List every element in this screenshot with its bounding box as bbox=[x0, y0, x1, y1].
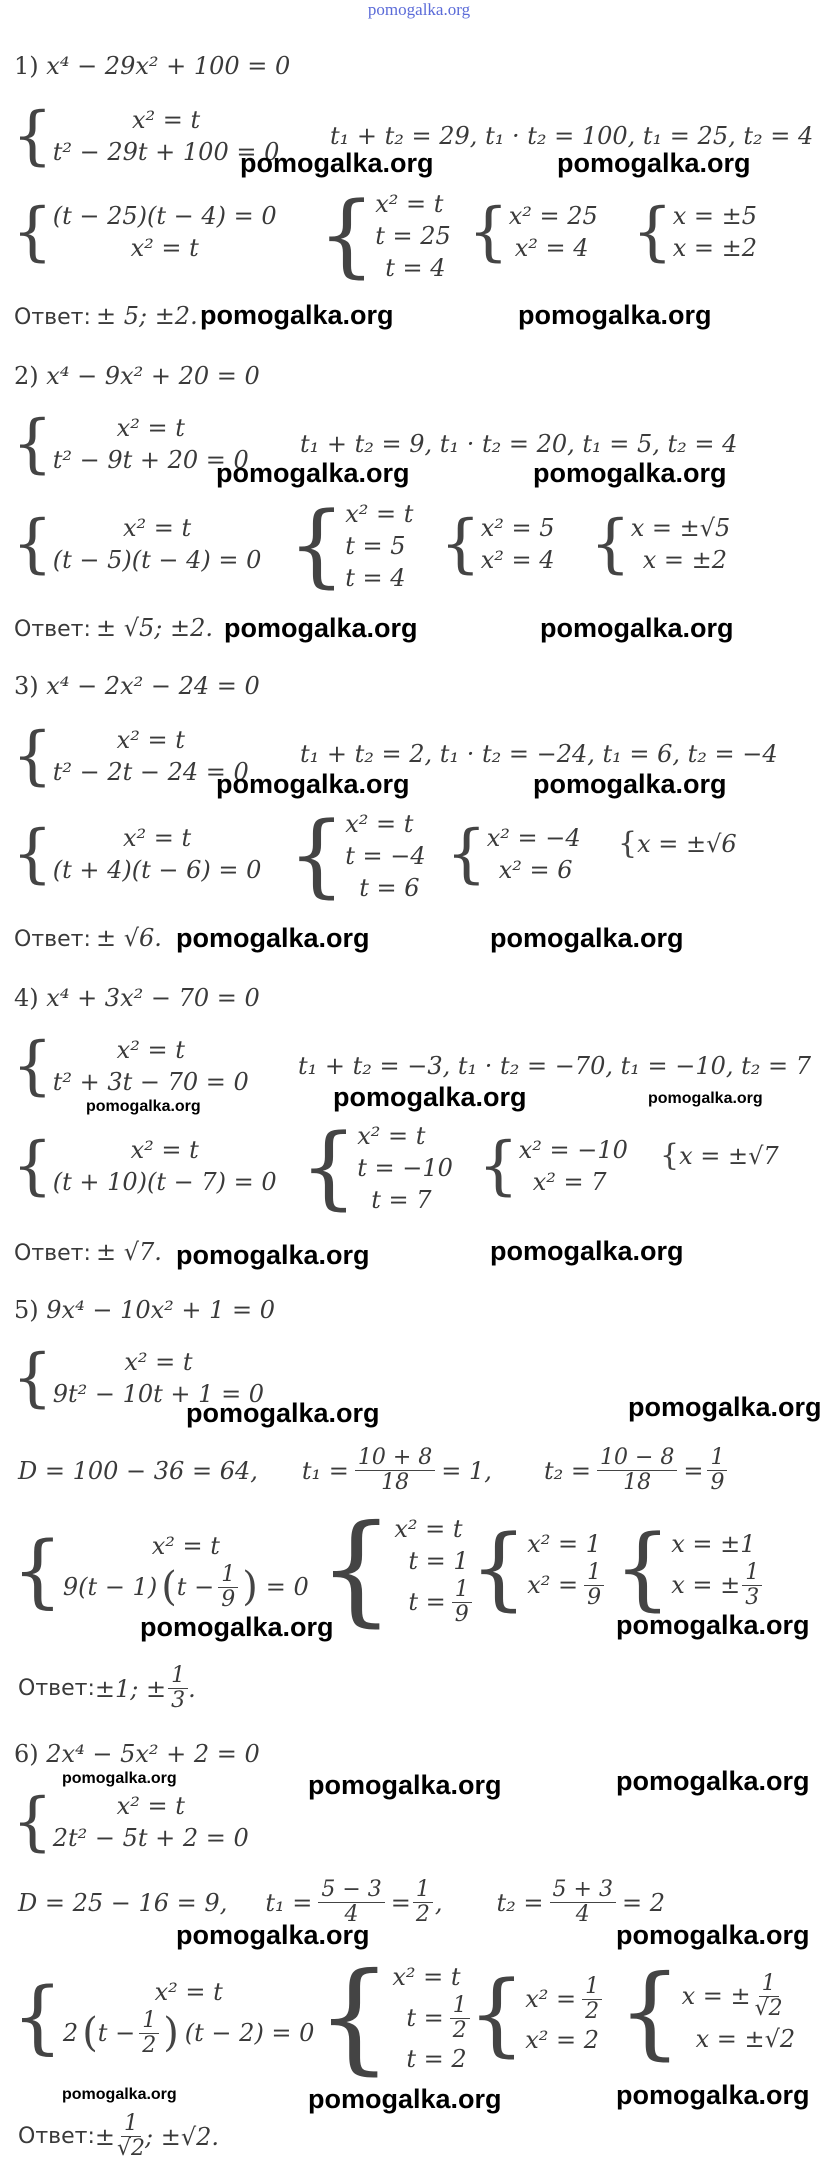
problem-5-equation: 5) 9x⁴ − 10x² + 1 = 0 bbox=[14, 1296, 276, 1324]
problem-1-answer: Ответ: ± 5; ±2. bbox=[14, 302, 198, 330]
problem-3-vieta: t₁ + t₂ = 2, t₁ · t₂ = −24, t₁ = 6, t₂ = −4 bbox=[300, 740, 778, 768]
watermark: pomogalka.org bbox=[333, 1082, 527, 1112]
watermark: pomogalka.org bbox=[240, 148, 434, 178]
problem-4-x-values: { x = ±√7 bbox=[660, 1138, 779, 1173]
watermark: pomogalka.org bbox=[628, 1392, 822, 1422]
problem-2-substitution: { x² = t t² − 9t + 20 = 0 bbox=[12, 407, 249, 481]
problem-6-factored: { x² = t 2 ( t − $\frac{1}{2}$ ) (t − 2) = 0 bbox=[12, 1970, 315, 2063]
problem-2-t-values: { x² = t t = 5 t = 4 bbox=[288, 493, 414, 598]
problem-1-vieta: t₁ + t₂ = 29, t₁ · t₂ = 100, t₁ = 25, t₂ = 4 bbox=[330, 122, 814, 150]
watermark: pomogalka.org bbox=[540, 613, 734, 643]
problem-6-substitution: { x² = t 2t² − 5t + 2 = 0 bbox=[12, 1785, 249, 1859]
watermark: pomogalka.org bbox=[62, 1770, 177, 1787]
watermark: pomogalka.org bbox=[557, 148, 751, 178]
problem-6-answer: Ответ: ± $\frac{1}{√2}$ ; ±√2. bbox=[18, 2111, 220, 2161]
watermark: pomogalka.org bbox=[86, 1098, 201, 1115]
watermark: pomogalka.org bbox=[186, 1398, 380, 1428]
problem-4-factored: { x² = t (t + 10)(t − 7) = 0 bbox=[12, 1129, 277, 1203]
watermark: pomogalka.org bbox=[176, 1240, 370, 1270]
problem-5-t-values: { x² = t t = 1 t = $\frac{1}{9}$ bbox=[318, 1510, 472, 1630]
problem-6-equation: 6) 2x⁴ − 5x² + 2 = 0 bbox=[14, 1740, 260, 1768]
problem-3-substitution: { x² = t t² − 2t − 24 = 0 bbox=[12, 719, 249, 793]
problem-3-x-values: { x = ±√6 bbox=[618, 826, 737, 861]
problem-6-x-values: { x = ± $\frac{1}{√2}$ x = ±√2 bbox=[618, 1953, 796, 2070]
problem-4-answer: Ответ: ± √7. bbox=[14, 1238, 162, 1266]
watermark: pomogalka.org bbox=[308, 2084, 502, 2114]
problem-4-x2-values: { x² = −10 x² = 7 bbox=[478, 1129, 628, 1203]
top-watermark[interactable]: pomogalka.org bbox=[367, 0, 471, 19]
problem-3-t-values: { x² = t t = −4 t = 6 bbox=[288, 803, 426, 908]
watermark: pomogalka.org bbox=[490, 1236, 684, 1266]
problem-3-answer: Ответ: ± √6. bbox=[14, 924, 162, 952]
problem-1-x-values: { x = ±5 x = ±2 bbox=[632, 195, 757, 269]
problem-4-substitution: { x² = t t² + 3t − 70 = 0 bbox=[12, 1029, 249, 1103]
watermark: pomogalka.org bbox=[616, 1610, 810, 1640]
problem-6-x2-values: { x² = $\frac{1}{2}$ x² = 2 bbox=[468, 1970, 602, 2060]
problem-2-factored: { x² = t (t − 5)(t − 4) = 0 bbox=[12, 507, 262, 581]
problem-1-t-values: { x² = t t = 25 t = 4 bbox=[318, 183, 451, 288]
problem-3-x2-values: { x² = −4 x² = 6 bbox=[446, 817, 581, 891]
watermark: pomogalka.org bbox=[533, 458, 727, 488]
problem-2-equation: 2) x⁴ − 9x² + 20 = 0 bbox=[14, 362, 260, 390]
watermark: pomogalka.org bbox=[62, 2086, 177, 2103]
problem-4-t-values: { x² = t t = −10 t = 7 bbox=[300, 1115, 453, 1220]
problem-5-x-values: { x = ±1 x = ± $\frac{1}{3}$ bbox=[614, 1524, 762, 1614]
problem-5-answer: Ответ: ±1; ± $\frac{1}{3}$ . bbox=[18, 1663, 196, 1713]
watermark: pomogalka.org bbox=[648, 1090, 763, 1107]
problem-2-answer: Ответ: ± √5; ±2. bbox=[14, 614, 213, 642]
problem-5-discriminant: D = 100 − 36 = 64, t₁ = $\frac{10 + 8}{18}$ = 1, t₂ = $\frac{10 - 8}{18}$ = $\frac{1}{9}$ bbox=[18, 1446, 731, 1495]
problem-3-equation: 3) x⁴ − 2x² − 24 = 0 bbox=[14, 672, 260, 700]
problem-6-discriminant: D = 25 − 16 = 9, t₁ = $\frac{5 - 3}{4}$ = $\frac{1}{2}$ , t₂ = $\frac{5 + 3}{4}$ = 2 bbox=[18, 1877, 665, 1927]
watermark: pomogalka.org bbox=[518, 300, 712, 330]
watermark: pomogalka.org bbox=[216, 458, 410, 488]
watermark: pomogalka.org bbox=[224, 613, 418, 643]
problem-5-substitution: { x² = t 9t² − 10t + 1 = 0 bbox=[12, 1341, 265, 1415]
watermark: pomogalka.org bbox=[200, 300, 394, 330]
problem-6-t-values: { x² = t t = $\frac{1}{2}$ t = 2 bbox=[316, 1958, 470, 2078]
problem-2-vieta: t₁ + t₂ = 9, t₁ · t₂ = 20, t₁ = 5, t₂ = 4 bbox=[300, 430, 738, 458]
watermark: pomogalka.org bbox=[616, 1920, 810, 1950]
watermark: pomogalka.org bbox=[616, 2080, 810, 2110]
problem-2-x-values: { x = ±√5 x = ±2 bbox=[590, 507, 731, 581]
problem-1-factored: { (t − 25)(t − 4) = 0 x² = t bbox=[12, 195, 277, 269]
watermark: pomogalka.org bbox=[176, 1920, 370, 1950]
problem-2-x2-values: { x² = 5 x² = 4 bbox=[440, 507, 555, 581]
problem-3-factored: { x² = t (t + 4)(t − 6) = 0 bbox=[12, 817, 262, 891]
problem-5-factored: { x² = t 9(t − 1) ( t − $\frac{1}{9}$ ) = 0 bbox=[12, 1524, 309, 1617]
watermark: pomogalka.org bbox=[216, 769, 410, 799]
watermark: pomogalka.org bbox=[176, 923, 370, 953]
problem-4-equation: 4) x⁴ + 3x² − 70 = 0 bbox=[14, 984, 260, 1012]
watermark: pomogalka.org bbox=[490, 923, 684, 953]
watermark: pomogalka.org bbox=[140, 1612, 334, 1642]
problem-1-substitution: { x² = t t² − 29t + 100 = 0 bbox=[12, 99, 280, 173]
watermark: pomogalka.org bbox=[533, 769, 727, 799]
problem-5-x2-values: { x² = 1 x² = $\frac{1}{9}$ bbox=[470, 1524, 604, 1614]
problem-1-x2-values: { x² = 25 x² = 4 bbox=[468, 195, 598, 269]
watermark: pomogalka.org bbox=[308, 1770, 502, 1800]
problem-4-vieta: t₁ + t₂ = −3, t₁ · t₂ = −70, t₁ = −10, t₂ = 7 bbox=[298, 1052, 812, 1080]
problem-1-equation: 1) x⁴ − 29x² + 100 = 0 bbox=[14, 52, 291, 80]
watermark: pomogalka.org bbox=[616, 1766, 810, 1796]
